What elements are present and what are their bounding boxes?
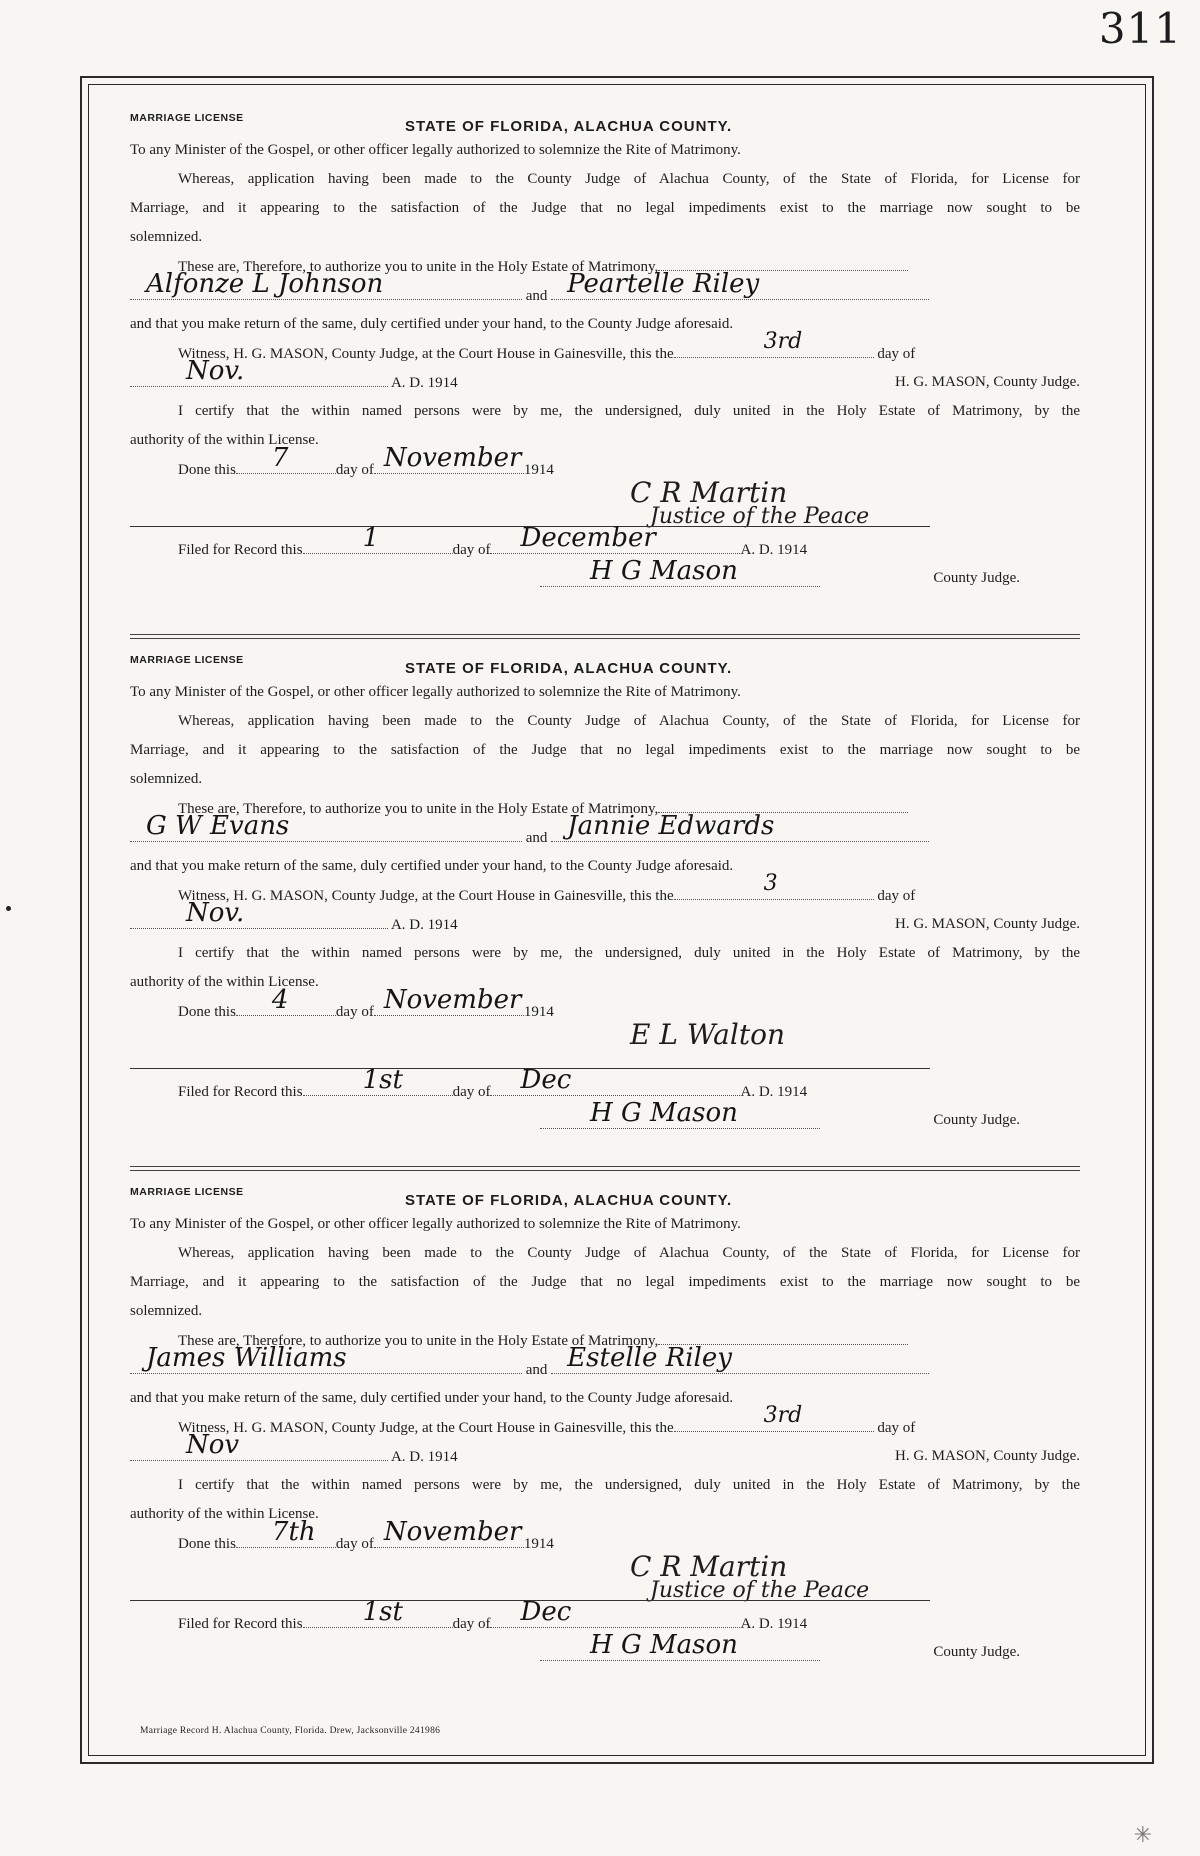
witness-month-field	[130, 898, 388, 929]
done-day-field	[236, 1517, 336, 1548]
judge-signature: H. G. MASON, County Judge.	[894, 1448, 1080, 1464]
witness-month: Nov.	[186, 898, 245, 928]
certify-line: I certify that the within named persons were by me, the undersigned, duly united in the Holy Estate of Matrimony, by the	[178, 403, 1080, 419]
witness-line	[130, 329, 1080, 368]
witness-date-line	[130, 1430, 1080, 1471]
ad-text: A. D. 1914	[390, 375, 458, 391]
groom-name: James Williams	[146, 1343, 347, 1373]
done-month: November	[383, 985, 522, 1015]
and-word: and	[525, 288, 548, 304]
marriage-license	[130, 1174, 1080, 1667]
clerk-field	[540, 1630, 820, 1661]
address-line: To any Minister of the Gospel, or other officer legally authorized to solemnize the Rite of Matrimony.	[130, 142, 741, 158]
filed-label: Filed for Record this	[178, 1084, 303, 1100]
license-separator	[130, 1170, 1080, 1171]
and-word: and	[525, 830, 548, 846]
done-year: 1914	[523, 462, 554, 478]
filed-label: Filed for Record this	[178, 1616, 303, 1632]
bride-name: Estelle Riley	[567, 1343, 732, 1373]
clerk-line	[130, 1630, 1080, 1667]
filed-month: Dec	[520, 1597, 572, 1627]
authorize-text: These are, Therefore, to authorize you to unite in the Holy Estate of Matrimony,	[178, 1333, 659, 1349]
day-of-label: day of	[452, 1084, 491, 1100]
officiant-signature-block	[130, 1018, 1080, 1066]
witness-date-line	[130, 898, 1080, 939]
names-line	[130, 1343, 1080, 1384]
filed-month-field	[490, 1065, 740, 1096]
witness-date-line	[130, 356, 1080, 397]
done-day: 7th	[271, 1517, 316, 1547]
license-separator	[130, 638, 1080, 639]
groom-field	[130, 811, 522, 842]
clerk-line	[130, 556, 1080, 593]
witness-text: Witness, H. G. MASON, County Judge, at the Court House in Gainesville, this the	[178, 1420, 674, 1436]
day-of-label: day of	[335, 1004, 374, 1020]
day-of-label: day of	[877, 1420, 916, 1436]
license-separator	[130, 634, 1080, 635]
names-line	[130, 811, 1080, 852]
day-of-label: day of	[877, 888, 916, 904]
filed-day-field	[303, 1597, 453, 1628]
done-line	[130, 1517, 1080, 1558]
ad-text: A. D. 1914	[390, 1449, 458, 1465]
whereas-line: solemnized.	[130, 229, 203, 245]
done-line	[130, 985, 1080, 1026]
bride-field	[551, 269, 929, 300]
and-word: and	[525, 1362, 548, 1378]
whereas-line: solemnized.	[130, 771, 203, 787]
done-line	[130, 443, 1080, 484]
done-day-field	[236, 443, 336, 474]
license-title: STATE OF FLORIDA, ALACHUA COUNTY.	[405, 1192, 733, 1209]
certify-line: authority of the within License.	[130, 432, 319, 448]
return-line: and that you make return of the same, duly certified under your hand, to the County Judge aforesaid.	[130, 858, 734, 874]
filed-label: Filed for Record this	[178, 542, 303, 558]
witness-day-field	[674, 871, 874, 900]
whereas-line: Marriage, and it appearing to the satisfaction of the Judge that no legal impediments exist to the marriage now sought to be	[130, 200, 1080, 216]
witness-day: 3rd	[763, 329, 803, 354]
filed-month: December	[520, 523, 656, 553]
license-title: STATE OF FLORIDA, ALACHUA COUNTY.	[405, 118, 733, 135]
marriage-license	[130, 642, 1080, 1135]
certify-line: authority of the within License.	[130, 974, 319, 990]
clerk-signature: H G Mason	[590, 1630, 738, 1660]
certify-line: I certify that the within named persons were by me, the undersigned, duly united in the Holy Estate of Matrimony, by the	[178, 945, 1080, 961]
clerk-field	[540, 556, 820, 587]
groom-field	[130, 269, 522, 300]
done-day-field	[236, 985, 336, 1016]
officiant-signature-block	[130, 476, 1080, 529]
filed-day: 1st	[362, 1597, 403, 1627]
filed-day: 1st	[362, 1065, 403, 1095]
done-year: 1914	[523, 1004, 554, 1020]
authorize-text: These are, Therefore, to authorize you to unite in the Holy Estate of Matrimony,	[178, 259, 659, 275]
filed-day-field	[303, 1065, 453, 1096]
done-day: 4	[271, 985, 289, 1015]
witness-line	[130, 871, 1080, 910]
done-month-field	[374, 985, 524, 1016]
names-line	[130, 269, 1080, 310]
address-line: To any Minister of the Gospel, or other officer legally authorized to solemnize the Rite of Matrimony.	[130, 1216, 741, 1232]
address-line: To any Minister of the Gospel, or other officer legally authorized to solemnize the Rite of Matrimony.	[130, 684, 741, 700]
whereas-line: solemnized.	[130, 1303, 203, 1319]
witness-text: Witness, H. G. MASON, County Judge, at the Court House in Gainesville, this the	[178, 346, 674, 362]
license-label: MARRIAGE LICENSE	[130, 654, 244, 666]
officiant-signature: C R Martin	[630, 476, 788, 509]
whereas-line: Whereas, application having been made to the County Judge of Alachua County, of the State of Florida, for License for	[178, 713, 1080, 729]
witness-text: Witness, H. G. MASON, County Judge, at the Court House in Gainesville, this the	[178, 888, 674, 904]
whereas-line: Marriage, and it appearing to the satisfaction of the Judge that no legal impediments exist to the marriage now sought to be	[130, 742, 1080, 758]
judge-signature: H. G. MASON, County Judge.	[894, 374, 1080, 390]
license-label: MARRIAGE LICENSE	[130, 112, 244, 124]
groom-field	[130, 1343, 522, 1374]
groom-name: G W Evans	[146, 811, 290, 841]
done-day: 7	[271, 443, 289, 473]
done-month-field	[374, 443, 524, 474]
witness-month: Nov	[186, 1430, 240, 1460]
witness-month-field	[130, 1430, 388, 1461]
done-label: Done this	[178, 1536, 236, 1552]
done-year: 1914	[523, 1536, 554, 1552]
clerk-signature: H G Mason	[590, 556, 738, 586]
bride-field	[551, 811, 929, 842]
officiant-title: Justice of the Peace	[650, 1578, 870, 1603]
day-of-label: day of	[335, 462, 374, 478]
clerk-field	[540, 1098, 820, 1129]
witness-month: Nov.	[186, 356, 245, 386]
groom-name: Alfonze L Johnson	[146, 269, 384, 299]
officiant-title: Justice of the Peace	[650, 504, 870, 529]
return-line: and that you make return of the same, duly certified under your hand, to the County Judge aforesaid.	[130, 1390, 734, 1406]
county-judge-label: County Judge.	[933, 1644, 1020, 1660]
bride-field	[551, 1343, 929, 1374]
filed-ad: A. D. 1914	[740, 542, 808, 558]
return-line: and that you make return of the same, duly certified under your hand, to the County Judge aforesaid.	[130, 316, 734, 332]
whereas-line: Marriage, and it appearing to the satisfaction of the Judge that no legal impediments exist to the marriage now sought to be	[130, 1274, 1080, 1290]
witness-day-field	[674, 329, 874, 358]
done-label: Done this	[178, 1004, 236, 1020]
filed-month: Dec	[520, 1065, 572, 1095]
day-of-label: day of	[877, 346, 916, 362]
ink-smudge: ✳	[1133, 1822, 1152, 1847]
bride-name: Jannie Edwards	[567, 811, 775, 841]
day-of-label: day of	[335, 1536, 374, 1552]
license-title: STATE OF FLORIDA, ALACHUA COUNTY.	[405, 660, 733, 677]
officiant-signature: E L Walton	[630, 1018, 785, 1051]
filed-month-field	[490, 1597, 740, 1628]
county-judge-label: County Judge.	[933, 1112, 1020, 1128]
filed-ad: A. D. 1914	[740, 1616, 808, 1632]
witness-day-field	[674, 1403, 874, 1432]
done-month: November	[383, 443, 522, 473]
witness-line	[130, 1403, 1080, 1442]
page-number: 311	[1098, 4, 1182, 53]
ad-text: A. D. 1914	[390, 917, 458, 933]
done-month-field	[374, 1517, 524, 1548]
certify-line: I certify that the within named persons were by me, the undersigned, duly united in the Holy Estate of Matrimony, by the	[178, 1477, 1080, 1493]
witness-month-field	[130, 356, 388, 387]
filed-month-field	[490, 523, 740, 554]
marriage-license	[130, 100, 1080, 593]
officiant-signature: C R Martin	[630, 1550, 788, 1583]
filed-day-field	[303, 523, 453, 554]
day-of-label: day of	[452, 1616, 491, 1632]
license-label: MARRIAGE LICENSE	[130, 1186, 244, 1198]
clerk-line	[130, 1098, 1080, 1135]
done-month: November	[383, 1517, 522, 1547]
officiant-signature-block	[130, 1550, 1080, 1603]
day-of-label: day of	[452, 542, 491, 558]
judge-signature: H. G. MASON, County Judge.	[894, 916, 1080, 932]
filed-ad: A. D. 1914	[740, 1084, 808, 1100]
license-separator	[130, 1166, 1080, 1167]
filed-day: 1	[362, 523, 380, 553]
certify-line: authority of the within License.	[130, 1506, 319, 1522]
witness-day: 3rd	[763, 1403, 803, 1428]
done-label: Done this	[178, 462, 236, 478]
whereas-line: Whereas, application having been made to the County Judge of Alachua County, of the State of Florida, for License for	[178, 1245, 1080, 1261]
county-judge-label: County Judge.	[933, 570, 1020, 586]
authorize-text: These are, Therefore, to authorize you to unite in the Holy Estate of Matrimony,	[178, 801, 659, 817]
whereas-line: Whereas, application having been made to the County Judge of Alachua County, of the State of Florida, for License for	[178, 171, 1080, 187]
bride-name: Peartelle Riley	[567, 269, 760, 299]
witness-day: 3	[763, 871, 778, 896]
footer-imprint: Marriage Record H. Alachua County, Florida. Drew, Jacksonville 241986	[140, 1726, 441, 1736]
margin-mark	[6, 906, 11, 911]
clerk-signature: H G Mason	[590, 1098, 738, 1128]
